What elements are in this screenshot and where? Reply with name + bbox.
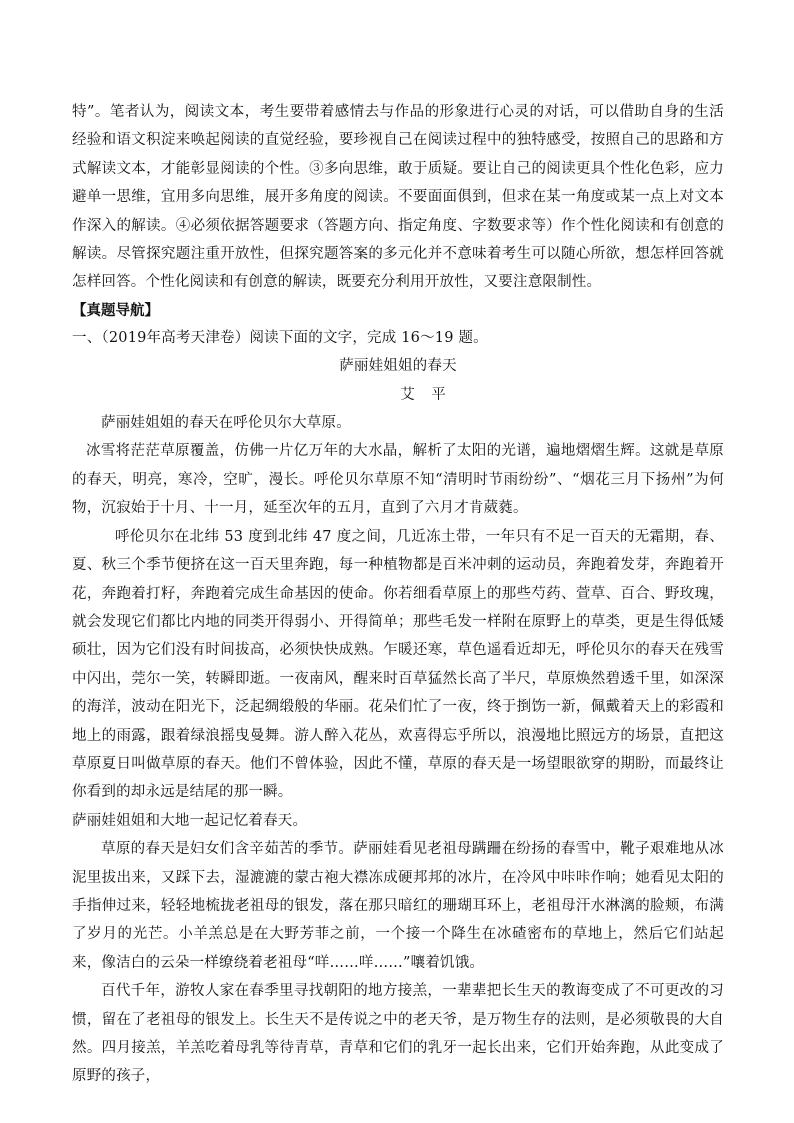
passage-title: 萨丽娃姐姐的春天 [339, 358, 457, 375]
passage-paragraph-4: 萨丽娃姐姐和大地一起记忆着春天。 [72, 812, 308, 829]
section-heading: 【真题导航】 [72, 301, 159, 319]
passage-paragraph-5: 草原的春天是妇女们含辛茹苦的季节。萨丽娃看见老祖母蹒跚在纷扬的春雪中，靴子艰难地从冰泥里拔出来，又踩下去，湿漉漉的蒙古袍大襟冻成硬邦邦的冰片，在冷风中咔咔作响；她看见太阳的手指伸过来，轻轻地梳拢老祖母的银发，落在那只暗红的珊瑚耳环上，老祖母汗水淋漓的脸颊，布满了岁月的光芒。小羊羔总是在大野芳菲之前，一个接一个降生在冰碴密布的草地上，然后它们站起来，像洁白的云朵一样缭绕着老祖母“咩……咩……”嚷着饥饿。 [72, 841, 724, 971]
passage-paragraph-3: 呼伦贝尔在北纬 53 度到北纬 47 度之间，几近冻土带，一年只有不足一百天的无霜期，春、夏、秋三个季节便挤在这一百天里奔跑，每一种植物都是百米冲刺的运动员，奔跑着发芽，奔跑着开花，奔跑着打籽，奔跑着完成生命基因的使命。你若细看草原上的那些芍药、萱草、百合、野玫瑰，就会发现它们都比内地的同类开得弱小、开得简单；那些毛发一样附在原野上的草类，更是生得低矮硕壮，因为它们没有时间拔高，必须快快成熟。乍暖还寒，草色遥看近却无，呼伦贝尔的春天在残雪中闪出，莞尔一笑，转瞬即逝。一夜南风，醒来时百草猛然长高了半尺，草原焕然碧透千里，如深深的海洋，波动在阳光下，泛起绸缎般的华丽。花朵们忙了一夜，终于捯饬一新，佩戴着天上的彩霞和地上的雨露，跟着绿浪摇曳曼舞。游人醉入花丛，欢喜得忘乎所以，浪漫地比照远方的场景，直把这草原夏日叫做草原的春天。他们不曾体验，因此不懂，草原的春天是一场望眼欲穿的期盼，而最终让你看到的却永远是结尾的那一瞬。 [72, 528, 724, 801]
intro-paragraph: 特”。笔者认为，阅读文本，考生要带着感情去与作品的形象进行心灵的对话，可以借助自身的生活经验和语文积淀来唤起阅读的直觉经验，要珍视自己在阅读过程中的独特感受，按照自己的思路和方式解读文本，才能彰显阅读的个性。③多向思维，敢于质疑。要让自己的阅读更具个性化色彩，应力避单一思维，宜用多向思维，展开多角度的阅读。不要面面俱到，但求在某一角度或某一点上对文本作深入的解读。④必须依据答题要求（答题方向、指定角度、字数要求等）作个性化阅读和有创意的解读。尽管探究题注重开放性，但探究题答案的多元化并不意味着考生可以随心所欲，想怎样回答就怎样回答。个性化阅读和有创意的解读，既要充分利用开放性，又要注意限制性。 [72, 104, 724, 291]
passage-paragraph-1: 萨丽娃姐姐的春天在呼伦贝尔大草原。 [101, 415, 351, 432]
passage-paragraph-2: 冰雪将茫茫草原覆盖，仿佛一片亿万年的大水晶，解析了太阳的光谱，遍地熠熠生辉。这就是草原的春天，明亮，寒冷，空旷，漫长。呼伦贝尔草原不知“清明时节雨纷纷”、“烟花三月下扬州”为何物，沉寂始于十月、十一月，延至次年的五月，直到了六月才肯葳蕤。 [72, 443, 724, 517]
passage-author: 艾 平 [400, 386, 452, 403]
document-page [72, 98, 724, 1091]
question-prompt: 一、（2019年高考天津卷）阅读下面的文字，完成 16～19 题。 [72, 329, 488, 346]
passage-paragraph-6: 百代千年，游牧人家在春季里寻找朝阳的地方接羔，一辈辈把长生天的教诲变成了不可更改的习惯，留在了老祖母的银发上。长生天不是传说之中的老天爷，是万物生存的法则，是必须敬畏的大自然。四月接羔，羊羔吃着母乳等待青草，青草和它们的乳牙一起长出来，它们开始奔跑，从此变成了原野的孩子， [72, 983, 724, 1085]
